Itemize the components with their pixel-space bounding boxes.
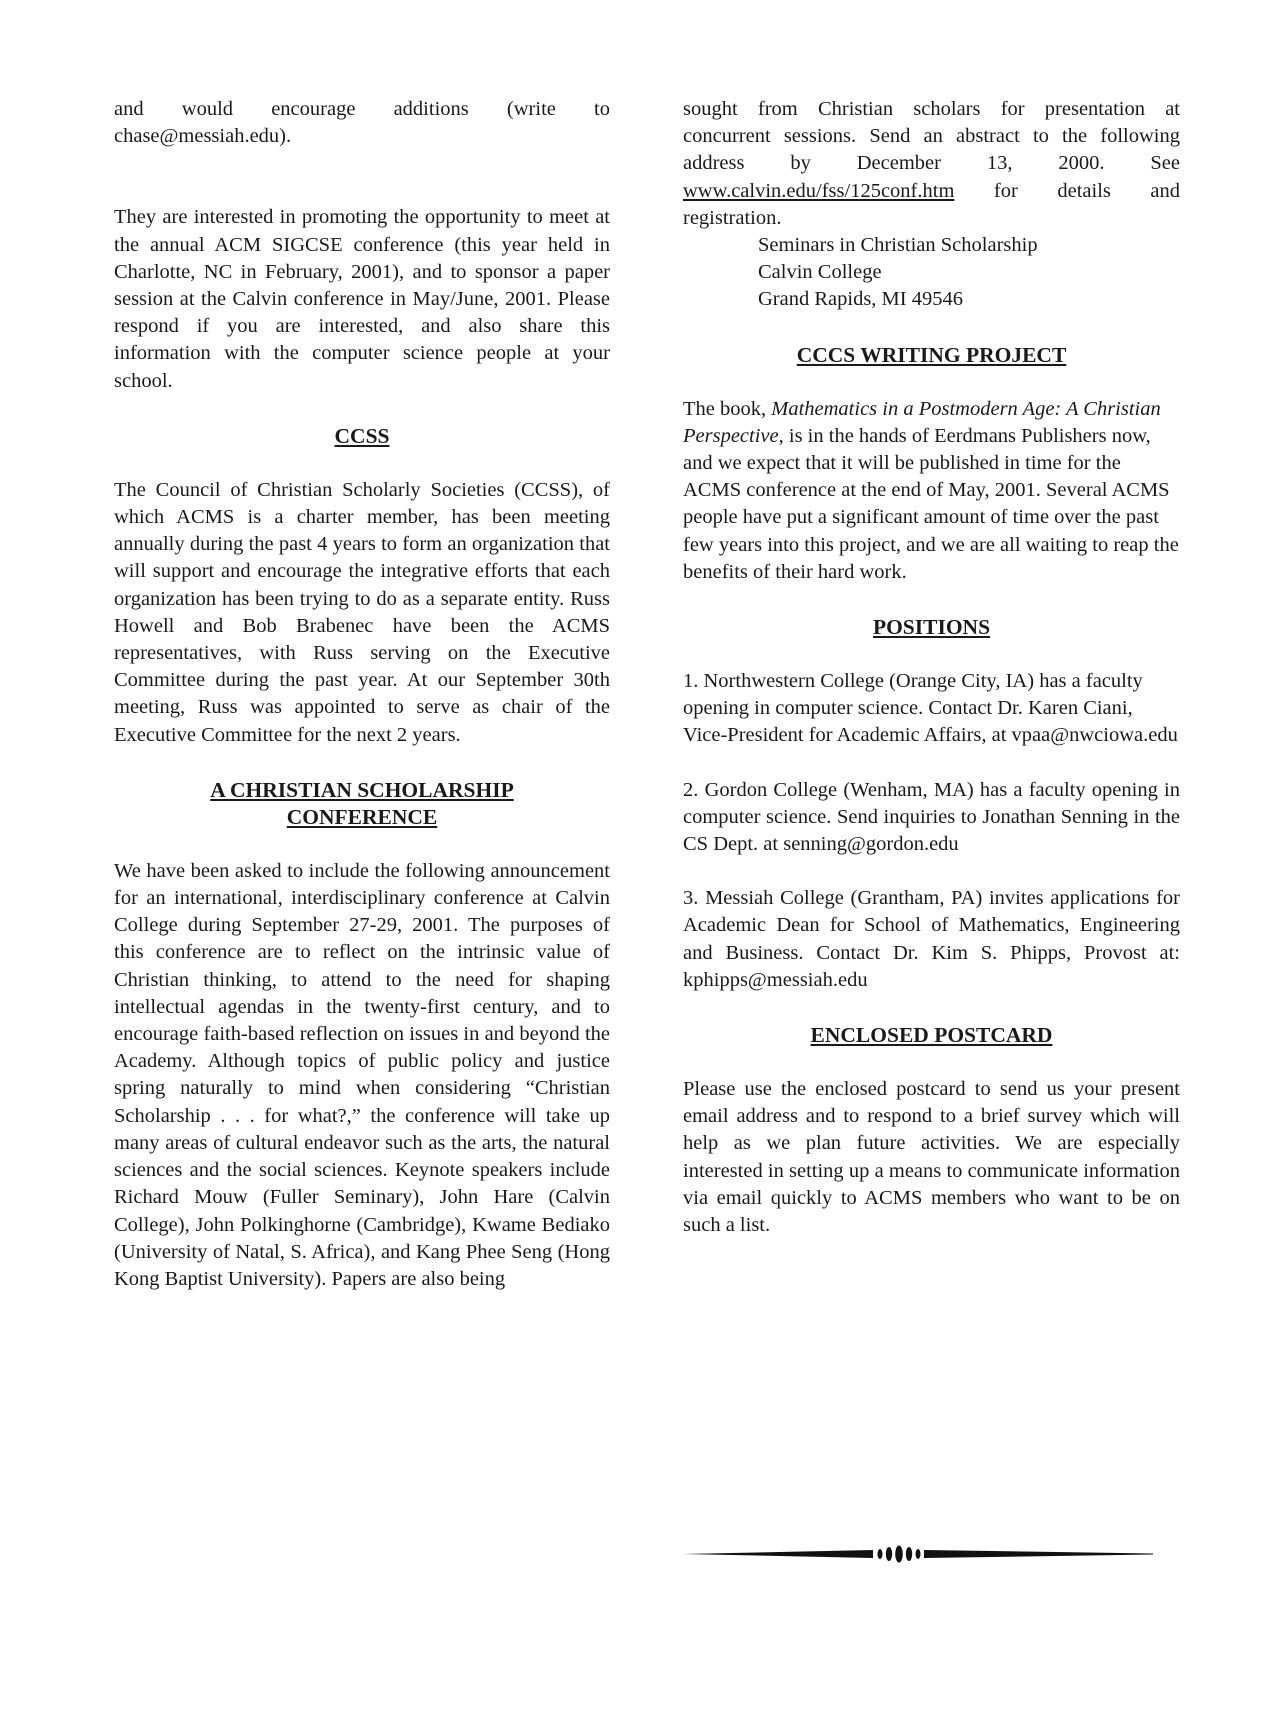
divider-bead — [906, 1547, 912, 1561]
conference-continued-tail: for details and registration. — [683, 179, 1180, 229]
address-line: Seminars in Christian Scholarship — [758, 234, 1038, 257]
divider-bead — [916, 1549, 921, 1559]
left-column — [114, 96, 610, 1293]
conference-continued-text: sought from Christian scholars for presentation at concurrent sessions. Send an abstract to the following address by December 13, 2000. See — [683, 98, 1180, 175]
conference-heading — [114, 777, 610, 831]
mailing-address — [683, 232, 1180, 314]
intro-paragraph-1: and would encourage additions (write to chase@messiah.edu). — [114, 98, 610, 148]
writing-project-lead: The book, — [683, 397, 772, 420]
ccss-heading: CCSS — [334, 423, 390, 448]
postcard-body: Please use the enclosed postcard to send us your present email address and to respond to a brief survey which will help as we plan future activities. We are especially interested in setting up a means to communicate information via email quickly to ACMS members who want to be on such a list. — [683, 1078, 1180, 1237]
conference-heading-line1: A CHRISTIAN SCHOLARSHIP — [210, 777, 514, 802]
writing-project-heading: CCCS WRITING PROJECT — [796, 342, 1067, 367]
right-column — [683, 96, 1180, 1239]
conference-url-link[interactable]: www.calvin.edu/fss/125conf.htm — [683, 179, 955, 202]
address-line: Calvin College — [758, 261, 882, 284]
divider-bead — [895, 1546, 903, 1563]
writing-project-body — [683, 396, 1180, 586]
conference-body: We have been asked to include the following announcement for an international, interdisciplinary conference at Calvin College during September 27-29, 2001. The purposes of this conference are to reflect on the intrinsic value of Christian thinking, to attend to the need for shaping intellectual agendas in the twenty-first century, and to encourage faith-based reflection on issues in and beyond the Academy. Although topics of public policy and justice spring naturally to mind when considering “Christian Scholarship . . . for what?,” the conference will take up many areas of cultural endeavor such as the arts, the natural sciences and the social sciences. Keynote speakers include Richard Mouw (Fuller Seminary), John Hare (Calvin College), John Polkinghorne (Cambridge), Kwame Bediako (University of Natal, S. Africa), and Kang Phee Seng (Hong Kong Baptist University). Papers are also being — [114, 859, 610, 1290]
divider-bead — [878, 1549, 883, 1559]
conference-continued — [683, 96, 1180, 232]
intro-paragraph-2: They are interested in promoting the opportunity to meet at the annual ACM SIGCSE conference (this year held in Charlotte, NC in February, 2001), and to sponsor a paper session at the Calvin conference in May/June, 2001. Please respond if you are interested, and also share this information with the computer science people at your school. — [114, 206, 610, 392]
ornamental-divider — [683, 1534, 1180, 1564]
conference-heading-line2: CONFERENCE — [286, 804, 438, 829]
positions-heading: POSITIONS — [872, 615, 991, 640]
address-line: Grand Rapids, MI 49546 — [758, 288, 963, 311]
postcard-heading: ENCLOSED POSTCARD — [810, 1023, 1053, 1048]
divider-right-taper — [924, 1550, 1153, 1558]
position-item: 1. Northwestern College (Orange City, IA) has a faculty opening in computer science. Contact Dr. Karen Ciani, Vice-President for Academic Affairs, at vpaa@nwciowa.edu — [683, 670, 1178, 747]
position-item: 3. Messiah College (Grantham, PA) invites applications for Academic Dean for School of Mathematics, Engineering and Business. Contact Dr. Kim S. Phipps, Provost at: kphipps@messiah.edu — [683, 887, 1180, 991]
ccss-body: The Council of Christian Scholarly Societies (CCSS), of which ACMS is a charter member, has been meeting annually during the past 4 years to form an organization that will support and encourage the integrative efforts that each organization has been trying to do as a separate entity. Russ Howell and Bob Brabenec have been the ACMS representatives, with Russ serving on the Executive Committee during the past year. At our September 30th meeting, Russ was appointed to serve as chair of the Executive Committee for the next 2 years. — [114, 478, 610, 746]
position-item: 2. Gordon College (Wenham, MA) has a faculty opening in computer science. Send inquiries to Jonathan Senning in the CS Dept. at senning@gordon.edu — [683, 778, 1180, 856]
divider-left-taper — [683, 1550, 873, 1558]
book-title: Mathematics in a Postmodern Age: A Christian Perspective, — [683, 397, 1161, 447]
divider-bead — [886, 1547, 892, 1561]
writing-project-text: is in the hands of Eerdmans Publishers now, and we expect that it will be published in time for the ACMS conference at the end of May, 2001. Several ACMS people have put a significant amount of time over the past few years into this project, and we are all waiting to reap the benefits of their hard work. — [683, 424, 1179, 583]
